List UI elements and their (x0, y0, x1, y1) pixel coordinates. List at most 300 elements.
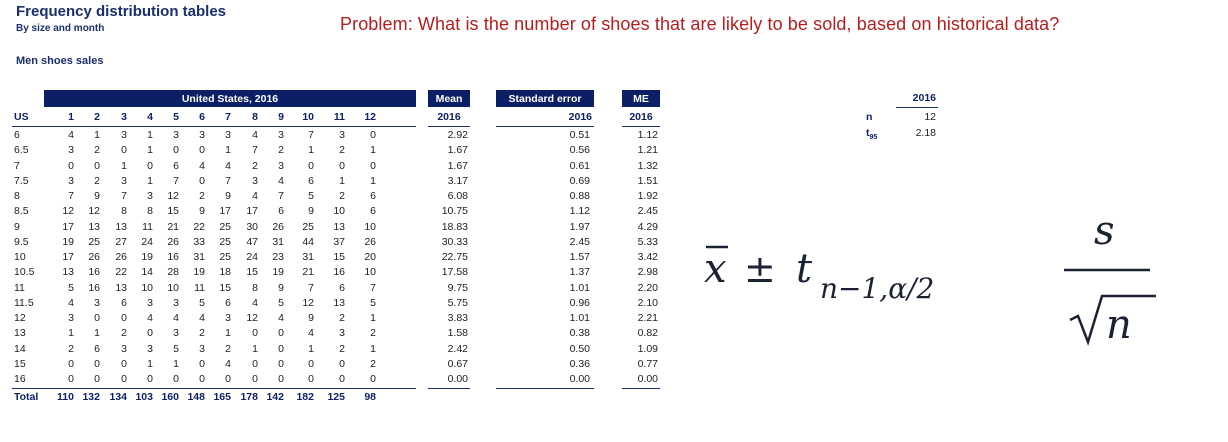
frequency-cell: 21 (167, 220, 179, 233)
frequency-cell: 15 (333, 251, 345, 263)
frequency-cell: 28 (167, 266, 179, 279)
frequency-cell: 9 (308, 312, 314, 324)
frequency-cell: 4 (225, 357, 231, 370)
size-label: 6.5 (14, 144, 29, 157)
frequency-cell: 1 (252, 342, 258, 355)
size-column-header: US (14, 111, 29, 123)
frequency-cell: 15 (167, 205, 179, 218)
mean-value: 0.67 (447, 357, 468, 370)
total-cell: 182 (296, 391, 314, 403)
frequency-cell: 30 (246, 220, 258, 233)
frequency-cell: 9 (94, 190, 100, 202)
me-value: 0.00 (637, 373, 658, 385)
standard-error-column (496, 0, 596, 442)
frequency-cell: 16 (333, 266, 345, 279)
frequency-cell: 6 (370, 190, 376, 202)
frequency-cell: 0 (94, 357, 100, 370)
region-label: United States, 2016 (181, 92, 279, 105)
frequency-cell: 16 (88, 281, 100, 294)
frequency-cell: 3 (147, 296, 153, 309)
frequency-cell: 10 (167, 281, 179, 294)
me-value: 1.32 (637, 159, 658, 172)
mean-header (428, 90, 470, 107)
frequency-cell: 0 (147, 159, 153, 172)
frequency-cell: 4 (252, 129, 258, 141)
standard-error-value: 1.37 (569, 266, 590, 279)
frequency-cell: 0 (199, 174, 205, 187)
params-rule (896, 107, 938, 108)
frequency-cell: 3 (68, 144, 74, 157)
frequency-cell: 8 (121, 205, 127, 218)
frequency-cell: 11 (142, 220, 153, 233)
mean-value: 5.75 (447, 296, 468, 309)
standard-error-value: 1.97 (569, 220, 590, 233)
mean-value: 1.58 (447, 327, 468, 340)
mean-value: 3.83 (447, 312, 468, 324)
frequency-cell: 26 (88, 251, 100, 263)
standard-error-header (496, 90, 594, 107)
me-value: 2.98 (637, 266, 658, 279)
frequency-cell: 12 (88, 205, 100, 218)
me-value: 0.82 (637, 327, 658, 340)
confidence-interval-formula (700, 200, 1180, 360)
frequency-cell: 5 (308, 190, 314, 202)
frequency-cell: 22 (193, 220, 205, 233)
frequency-cell: 25 (219, 251, 231, 263)
total-cell: 132 (82, 391, 100, 403)
frequency-cell: 4 (199, 159, 205, 172)
frequency-cell: 13 (115, 281, 127, 294)
frequency-cell: 18 (219, 266, 231, 279)
frequency-cell: 0 (278, 357, 284, 370)
total-cell: 165 (213, 391, 231, 403)
total-label: Total (14, 391, 39, 403)
frequency-cell: 4 (68, 296, 74, 309)
frequency-cell: 3 (121, 342, 127, 355)
mean-value: 22.75 (441, 251, 468, 263)
frequency-cell: 2 (370, 357, 376, 370)
frequency-cell: 3 (225, 312, 231, 324)
frequency-cell: 1 (147, 357, 153, 370)
frequency-cell: 2 (339, 342, 345, 355)
frequency-cell: 6 (339, 281, 345, 294)
size-label: 7.5 (14, 174, 29, 187)
size-label: 11 (14, 281, 25, 294)
frequency-cell: 11 (194, 281, 205, 294)
frequency-cell: 10 (333, 205, 345, 218)
frequency-cell: 3 (339, 327, 345, 340)
frequency-table (0, 0, 420, 442)
frequency-cell: 9 (278, 281, 284, 294)
mean-value: 18.83 (441, 220, 468, 233)
standard-error-value: 1.57 (569, 251, 590, 263)
standard-error-value: 0.56 (569, 144, 590, 157)
frequency-cell: 24 (141, 235, 153, 248)
frequency-cell: 3 (68, 174, 74, 187)
frequency-cell: 4 (278, 174, 284, 187)
mean-value: 2.92 (447, 129, 468, 141)
mean-bottom-rule (428, 388, 470, 389)
frequency-cell: 0 (199, 357, 205, 370)
frequency-cell: 0 (308, 357, 314, 370)
t-label-sub: 95 (869, 134, 878, 142)
month-header: 12 (364, 111, 376, 123)
frequency-cell: 6 (278, 205, 284, 218)
mean-column (428, 0, 472, 442)
frequency-cell: 19 (272, 266, 284, 279)
standard-error-value: 0.51 (569, 129, 590, 141)
frequency-cell: 1 (370, 174, 376, 187)
me-value: 4.29 (637, 220, 658, 233)
frequency-cell: 44 (302, 235, 314, 248)
month-header: 2 (94, 111, 100, 123)
frequency-cell: 16 (167, 251, 179, 263)
frequency-cell: 0 (121, 373, 127, 385)
frequency-cell: 24 (246, 251, 258, 263)
standard-error-value: 0.38 (569, 327, 590, 340)
frequency-cell: 9 (225, 190, 231, 202)
frequency-cell: 2 (252, 159, 258, 172)
mean-value: 9.75 (447, 281, 468, 294)
frequency-cell: 0 (68, 373, 74, 385)
frequency-cell: 2 (339, 190, 345, 202)
frequency-cell: 2 (278, 144, 284, 157)
month-header: 7 (225, 111, 231, 123)
frequency-cell: 15 (246, 266, 258, 279)
frequency-cell: 4 (225, 159, 231, 172)
me-value: 1.09 (637, 342, 658, 355)
frequency-cell: 2 (339, 312, 345, 324)
total-cell: 148 (187, 391, 205, 403)
frequency-cell: 7 (68, 190, 74, 202)
me-header-label: ME (633, 92, 649, 105)
frequency-cell: 2 (94, 174, 100, 187)
frequency-cell: 1 (121, 159, 127, 172)
frequency-cell: 4 (308, 327, 314, 340)
me-value: 1.92 (637, 190, 658, 202)
size-label: 16 (14, 373, 26, 385)
frequency-cell: 7 (121, 190, 127, 202)
size-label: 8 (14, 190, 20, 202)
frequency-cell: 5 (199, 296, 205, 309)
frequency-cell: 6 (121, 296, 127, 309)
frequency-cell: 17 (62, 251, 74, 263)
frequency-cell: 3 (278, 159, 284, 172)
frequency-cell: 0 (199, 144, 205, 157)
month-header: 4 (147, 111, 153, 123)
frequency-cell: 2 (339, 144, 345, 157)
frequency-cell: 2 (370, 327, 376, 340)
month-header: 9 (278, 111, 284, 123)
page-title: Frequency distribution tables (16, 3, 227, 20)
frequency-cell: 1 (147, 129, 153, 141)
size-label: 7 (14, 159, 20, 172)
frequency-cell: 0 (225, 373, 231, 385)
frequency-cell: 0 (308, 373, 314, 385)
frequency-cell: 7 (278, 190, 284, 202)
frequency-cell: 2 (199, 327, 205, 340)
n-label: n (866, 111, 873, 123)
frequency-cell: 0 (278, 373, 284, 385)
frequency-cell: 22 (115, 266, 127, 279)
frequency-cell: 6 (94, 342, 100, 355)
frequency-cell: 3 (121, 129, 127, 141)
frequency-cell: 1 (147, 174, 153, 187)
page-subtitle: By size and month (16, 23, 105, 34)
size-label: 15 (14, 357, 26, 370)
section-title: Men shoes sales (16, 55, 104, 67)
frequency-cell: 12 (167, 190, 179, 202)
frequency-cell: 7 (252, 144, 258, 157)
frequency-cell: 0 (339, 373, 345, 385)
frequency-cell: 0 (370, 129, 376, 141)
frequency-cell: 5 (68, 281, 74, 294)
me-value: 2.45 (637, 205, 658, 218)
size-label: 13 (14, 327, 26, 340)
problem-statement: Problem: What is the number of shoes that are likely to be sold, based on historical data? (340, 14, 1060, 34)
frequency-cell: 17 (62, 220, 74, 233)
total-cell: 160 (161, 391, 179, 403)
frequency-cell: 7 (225, 174, 231, 187)
me-value: 1.51 (637, 174, 658, 187)
frequency-cell: 8 (147, 205, 153, 218)
month-header: 3 (121, 111, 127, 123)
frequency-cell: 0 (278, 342, 284, 355)
me-bottom-rule (622, 388, 660, 389)
frequency-cell: 4 (252, 296, 258, 309)
frequency-cell: 9 (308, 205, 314, 218)
frequency-cell: 3 (225, 129, 231, 141)
standard-error-year: 2016 (568, 111, 592, 123)
me-value: 2.20 (637, 281, 658, 294)
me-year: 2016 (629, 111, 653, 123)
t-label (866, 127, 877, 144)
frequency-cell: 1 (94, 327, 100, 340)
frequency-cell: 5 (278, 296, 284, 309)
month-header: 6 (199, 111, 205, 123)
frequency-cell: 1 (339, 174, 345, 187)
frequency-cell: 3 (339, 129, 345, 141)
total-cell: 125 (327, 391, 345, 403)
frequency-cell: 0 (173, 373, 179, 385)
frequency-cell: 20 (364, 251, 376, 263)
frequency-cell: 1 (94, 129, 100, 141)
me-rule (622, 126, 660, 127)
frequency-cell: 19 (62, 235, 74, 248)
frequency-cell: 4 (173, 312, 179, 324)
mean-rule (428, 126, 470, 127)
frequency-cell: 13 (62, 266, 74, 279)
frequency-cell: 0 (339, 159, 345, 172)
n-value: 12 (924, 111, 936, 123)
standard-error-value: 0.50 (569, 342, 590, 355)
standard-error-value: 1.01 (569, 312, 590, 324)
frequency-cell: 25 (219, 220, 231, 233)
frequency-cell: 1 (147, 144, 153, 157)
frequency-cell: 17 (246, 205, 258, 218)
frequency-cell: 25 (88, 235, 100, 248)
mean-value: 30.33 (441, 235, 468, 248)
frequency-cell: 25 (219, 235, 231, 248)
frequency-cell: 4 (278, 312, 284, 324)
frequency-cell: 1 (370, 312, 376, 324)
frequency-cell: 12 (302, 296, 314, 309)
frequency-cell: 6 (308, 174, 314, 187)
total-cell: 178 (240, 391, 258, 403)
frequency-cell: 0 (94, 312, 100, 324)
frequency-cell: 0 (252, 327, 258, 340)
total-rule (12, 388, 416, 389)
frequency-cell: 10 (364, 220, 376, 233)
mean-value: 1.67 (447, 159, 468, 172)
frequency-cell: 0 (173, 144, 179, 157)
frequency-cell: 0 (370, 159, 376, 172)
frequency-cell: 3 (173, 296, 179, 309)
frequency-cell: 0 (147, 327, 153, 340)
standard-error-value: 1.01 (569, 281, 590, 294)
frequency-cell: 0 (370, 373, 376, 385)
frequency-cell: 7 (173, 174, 179, 187)
frequency-cell: 7 (308, 129, 314, 141)
frequency-cell: 2 (94, 144, 100, 157)
frequency-cell: 5 (370, 296, 376, 309)
frequency-cell: 3 (199, 129, 205, 141)
me-value: 1.12 (637, 129, 658, 141)
standard-error-value: 1.12 (569, 205, 590, 218)
frequency-cell: 13 (88, 220, 100, 233)
frequency-cell: 0 (68, 159, 74, 172)
frequency-cell: 17 (219, 205, 231, 218)
frequency-cell: 0 (308, 159, 314, 172)
region-header-bar (44, 90, 416, 107)
frequency-cell: 2 (199, 190, 205, 202)
formula-plus-minus: ± (744, 247, 776, 291)
frequency-cell: 2 (121, 327, 127, 340)
me-value: 3.42 (637, 251, 658, 263)
frequency-cell: 26 (272, 220, 284, 233)
frequency-cell: 15 (219, 281, 231, 294)
frequency-cell: 31 (302, 251, 314, 263)
standard-error-header-label: Standard error (508, 92, 582, 105)
t-label-main: t (866, 127, 870, 139)
frequency-cell: 0 (94, 159, 100, 172)
frequency-cell: 0 (68, 357, 74, 370)
frequency-cell: 1 (173, 357, 179, 370)
size-label: 11.5 (14, 296, 34, 309)
month-header: 11 (333, 111, 345, 123)
me-value: 5.33 (637, 235, 658, 248)
header-rule (12, 126, 416, 127)
frequency-cell: 3 (252, 174, 258, 187)
standard-error-value: 0.88 (569, 190, 590, 202)
frequency-cell: 37 (333, 235, 345, 248)
frequency-cell: 1 (225, 327, 231, 340)
frequency-cell: 21 (302, 266, 314, 279)
frequency-cell: 31 (272, 235, 284, 248)
me-header (622, 90, 660, 107)
frequency-cell: 19 (193, 266, 205, 279)
standard-error-value: 0.00 (569, 373, 590, 385)
frequency-cell: 3 (173, 129, 179, 141)
frequency-cell: 3 (278, 129, 284, 141)
frequency-cell: 6 (173, 159, 179, 172)
mean-value: 0.00 (447, 373, 468, 385)
mean-value: 1.67 (447, 144, 468, 157)
frequency-cell: 13 (333, 220, 345, 233)
frequency-cell: 13 (333, 296, 345, 309)
frequency-cell: 25 (302, 220, 314, 233)
frequency-cell: 12 (246, 312, 258, 324)
size-label: 10 (14, 251, 26, 263)
frequency-cell: 0 (199, 373, 205, 385)
frequency-cell: 1 (308, 144, 314, 157)
frequency-cell: 14 (141, 266, 153, 279)
frequency-cell: 31 (193, 251, 205, 263)
frequency-cell: 0 (94, 373, 100, 385)
frequency-cell: 3 (68, 312, 74, 324)
formula-xbar: x (704, 246, 727, 292)
formula-numerator: s (1094, 208, 1115, 254)
total-cell: 103 (135, 391, 153, 403)
frequency-cell: 26 (115, 251, 127, 263)
frequency-cell: 1 (225, 144, 231, 157)
month-header: 1 (68, 111, 74, 123)
standard-error-value: 0.69 (569, 174, 590, 187)
frequency-cell: 9 (199, 205, 205, 218)
formula-denominator: n (1106, 302, 1132, 348)
frequency-cell: 26 (364, 235, 376, 248)
frequency-cell: 7 (308, 281, 314, 294)
frequency-cell: 3 (173, 327, 179, 340)
standard-error-value: 0.61 (569, 159, 590, 172)
size-label: 14 (14, 342, 26, 355)
frequency-cell: 23 (272, 251, 284, 263)
frequency-cell: 3 (94, 296, 100, 309)
frequency-cell: 3 (199, 342, 205, 355)
params-year: 2016 (912, 92, 936, 104)
frequency-cell: 1 (68, 327, 74, 340)
frequency-cell: 5 (173, 342, 179, 355)
frequency-cell: 47 (246, 235, 258, 248)
parameters-table (866, 90, 938, 150)
t-value: 2.18 (915, 127, 936, 139)
frequency-cell: 26 (167, 235, 179, 248)
me-value: 0.77 (637, 357, 658, 370)
frequency-cell: 10 (364, 266, 376, 279)
frequency-cell: 4 (252, 190, 258, 202)
standard-error-value: 0.36 (569, 357, 590, 370)
frequency-cell: 4 (199, 312, 205, 324)
size-label: 9 (14, 220, 20, 233)
month-header: 5 (173, 111, 179, 123)
mean-year: 2016 (437, 111, 461, 123)
frequency-cell: 6 (225, 296, 231, 309)
standard-error-value: 2.45 (569, 235, 590, 248)
frequency-cell: 0 (147, 373, 153, 385)
mean-value: 10.75 (441, 205, 468, 218)
frequency-cell: 0 (121, 144, 127, 157)
size-label: 6 (14, 129, 20, 141)
frequency-cell: 2 (225, 342, 231, 355)
total-cell: 110 (57, 391, 74, 403)
mean-value: 3.17 (447, 174, 468, 187)
frequency-cell: 27 (115, 235, 127, 248)
standard-error-bottom-rule (496, 388, 594, 389)
frequency-cell: 0 (121, 357, 127, 370)
me-value: 1.21 (637, 144, 658, 157)
frequency-cell: 1 (370, 342, 376, 355)
frequency-cell: 1 (308, 342, 314, 355)
